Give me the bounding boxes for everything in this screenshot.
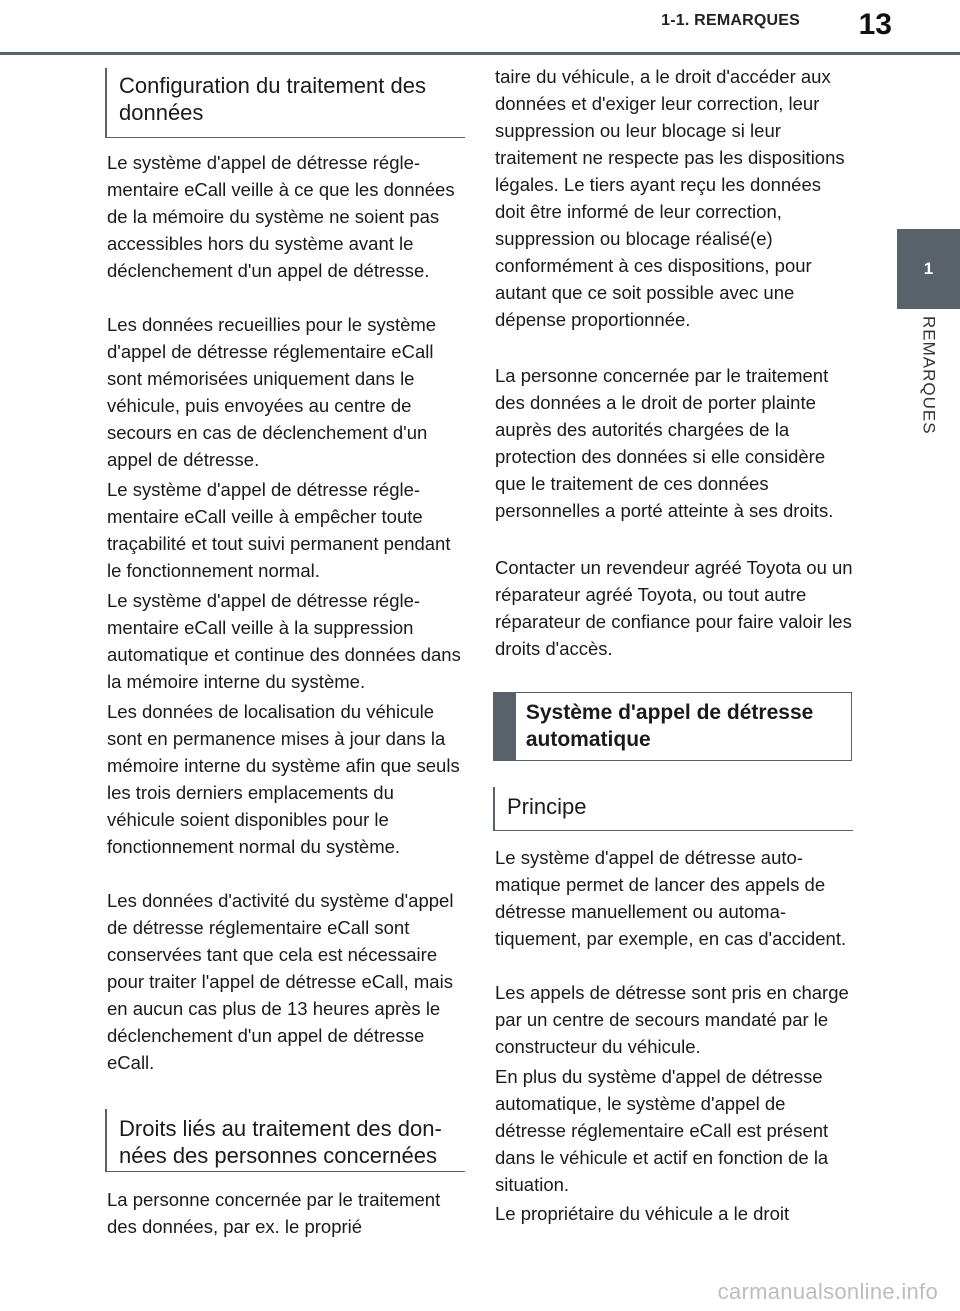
section-heading-text: Système d'appel de détresse automatique [525, 701, 814, 751]
heading-principle: Principe [493, 787, 853, 831]
paragraph: Le propriétaire du véhicule a le droit [495, 1203, 790, 1224]
paragraph: Les données d'activité du système d'appel de détresse réglementaire eCall sont conservées tant que cela est nécessaire pour traiter l'appel de détresse eCall, mais en aucun cas plus de 13 heures après le déclenchement d'un appel de détresse eCall. [107, 890, 454, 1073]
paragraph: taire du véhicule, a le droit d'accéder aux données et d'exiger leur correction, leur suppression ou leur blocage si leur traitement ne respecte pas les dispositions légales. Le tiers ayant reçu les données doit être informé de leur correction, suppression ou blocage réalisé(e) conformément à ces dispositions, pour autant que ce soit possible avec une dépense proportionnée. [495, 66, 845, 330]
paragraph: En plus du système d'appel de détresse automatique, le système d'appel de détresse réglementaire eCall est présent dans le véhicule et actif en fonction de la situation. [495, 1066, 829, 1195]
paragraph: Les appels de détresse sont pris en charge par un centre de secours mandaté par le constructeur du véhicule. [495, 982, 849, 1057]
paragraph: La personne concernée par le traitement des données a le droit de porter plainte auprès des autorités chargées de la protection des données si elle considère que le traitement de ces données personnelles a porté atteinte à ses droits. [495, 365, 834, 521]
paragraph: Les données recueillies pour le système d'appel de détresse réglementaire eCall sont mémorisées uniquement dans le véhicule, puis envoyées au centre de secours en cas de déclenchement d'un appel de détresse. [107, 314, 437, 470]
paragraph: Le système d'appel de détresse automatique permet de lancer des appels de détresse manuellement ou automatiquement, par exemple, en cas d'accident. [495, 847, 847, 949]
paragraph: La personne concernée par le traitement des données, par ex. le proprié [107, 1189, 441, 1237]
section-title: 1-1. REMARQUES [661, 12, 800, 29]
heading-data-rights: Droits liés au traitement des données des personnes concernées [105, 1109, 465, 1172]
chapter-tab: 1 [897, 229, 960, 309]
chapter-label [897, 316, 960, 476]
paragraph: Contacter un revendeur agréé Toyota ou un réparateur agréé Toyota, ou tout autre réparateur de confiance pour faire valoir les droits d'accès. [495, 557, 853, 659]
paragraph: Le système d'appel de détresse réglementaire eCall veille à ce que les données de la mémoire du système ne soient pas accessibles hors du système avant le déclenchement d'un appel de détresse. [107, 152, 455, 281]
heading-data-processing: Configuration du traitement des données [105, 68, 465, 138]
page-number: 13 [858, 8, 892, 41]
paragraph: Le système d'appel de détresse réglementaire eCall veille à la suppression automatique et continue des données dans la mémoire interne du système. [107, 590, 461, 692]
paragraph: Le système d'appel de détresse réglementaire eCall veille à empêcher toute traçabilité et tout suivi permanent pendant le fonctionnement normal. [107, 479, 451, 581]
chapter-label-text: REMARQUES [919, 316, 939, 435]
header-divider [0, 52, 960, 55]
paragraph: Les données de localisation du véhicule sont en permanence mises à jour dans la mémoire interne du système afin que seuls les trois derniers emplacements du véhicule soient disponibles pour le fonctionnement normal du système. [107, 701, 460, 857]
heading-accent-bar [494, 693, 516, 760]
watermark: carmanualsonline.info [717, 1279, 938, 1304]
section-heading-automatic-emergency-call [493, 692, 852, 761]
